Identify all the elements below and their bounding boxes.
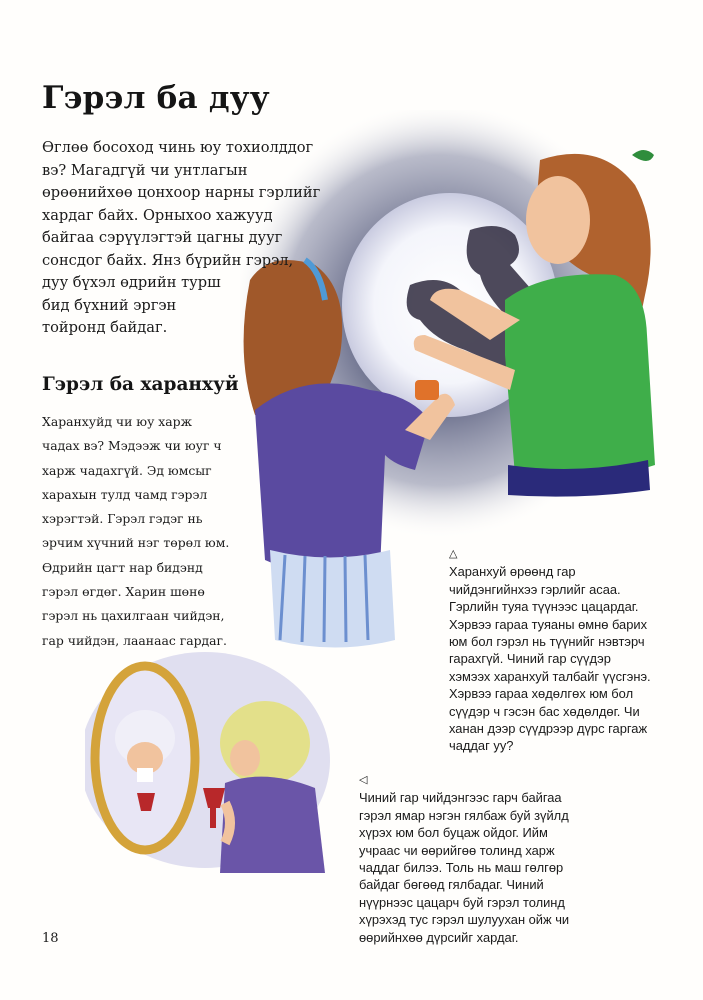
- triangle-up-icon: △: [449, 548, 458, 560]
- section-line: эрчим хүчний нэг төрөл юм.: [42, 535, 230, 551]
- intro-line: вэ? Магадгүй чи унтлагын: [42, 161, 248, 179]
- intro-line: Өглөө босоход чинь юу тохиолддог: [42, 139, 314, 156]
- section-line: Өдрийн цагт нар бидэнд: [42, 559, 203, 575]
- mirror-illustration: [85, 648, 335, 873]
- section-line: хэрэгтэй. Гэрэл гэдэг нь: [42, 511, 203, 527]
- girl-green-shirt: [505, 274, 655, 478]
- triangle-left-icon: ◁: [359, 774, 368, 786]
- caption-line: хэмээх харанхуй талбайг үүсгэнэ.: [449, 668, 651, 684]
- caption-line: гарахгүй. Чиний гар сүүдэр: [449, 651, 611, 667]
- caption-line: ханан дээр сүүдрээр дүрс гаргаж: [449, 721, 648, 737]
- girl-green-hairtie: [632, 150, 654, 161]
- caption-line: чаддаг уу?: [449, 738, 514, 754]
- intro-line: бид бүхний эргэн: [42, 296, 177, 314]
- caption-line: учраас чи өөрийгөө толинд харж: [359, 842, 555, 858]
- intro-line: өрөөнийхөө цонхоор нарны гэрлийг: [42, 184, 321, 201]
- section-line: Харанхуйд чи юу харж: [42, 414, 193, 429]
- caption-line: юм бол гэрэл нь түүнийг нэвтэрч: [449, 634, 645, 650]
- caption-line: нүүрнээс цацарч буй гэрэл толинд: [359, 894, 565, 910]
- caption-line: чийдэнгийнхээ гэрлийг асаа.: [449, 581, 621, 597]
- caption-line: өөрийнхөө дүрсийг хардаг.: [359, 929, 519, 945]
- caption-line: Хэрвээ гараа туяаны өмнө барих: [449, 616, 648, 632]
- caption-line: Чиний гар чийдэнгээс гарч байгаа: [359, 790, 562, 806]
- caption-line: хүрэхэд тус гэрэл шулуухан ойж чи: [359, 912, 570, 928]
- caption-flashlight: [449, 546, 689, 755]
- caption-line: сүүдэр ч гэсэн бас хөдөлдөг. Чи: [449, 703, 640, 719]
- section-line: чадах вэ? Мэдээж чи юуг ч: [42, 438, 222, 454]
- section-paragraph: [42, 410, 282, 653]
- flashlight: [415, 380, 439, 400]
- intro-line: сонсдог байх. Янз бүрийн гэрэл,: [42, 251, 294, 269]
- page-title: Гэрэл ба дуу: [42, 80, 270, 116]
- intro-line: дуу бүхэл өдрийн турш: [42, 274, 221, 291]
- intro-line: байгаа сэрүүлэгтэй цагны дууг: [42, 229, 283, 246]
- section-line: харахын тулд чамд гэрэл: [42, 486, 208, 502]
- intro-paragraph: [42, 137, 342, 340]
- section-line: гэрэл нь цахилгаан чийдэн,: [42, 608, 225, 624]
- caption-mirror: [359, 772, 629, 946]
- girl-green-face: [526, 176, 590, 264]
- intro-line: хардаг байх. Орныхоо хажууд: [42, 206, 273, 224]
- page-number: 18: [42, 931, 59, 946]
- caption-line: Гэрлийн туяа түүнээс цацардаг.: [449, 599, 639, 615]
- girl-purple-shorts: [270, 550, 395, 648]
- caption-line: чаддаг билээ. Толь нь маш гөлгөр: [359, 860, 564, 876]
- caption-line: гэрэл ямар нэгэн гялбаж буй зүйлд: [359, 807, 569, 823]
- caption-line: байдаг бөгөөд гялбадаг. Чиний: [359, 877, 544, 893]
- section-line: гар чийдэн, лаанаас гардаг.: [42, 632, 227, 648]
- section-title: Гэрэл ба харанхуй: [42, 374, 239, 395]
- caption-line: Харанхуй өрөөнд гар: [449, 564, 576, 580]
- section-line: харж чадахгүй. Эд юмсыг: [42, 462, 212, 478]
- section-line: гэрэл өгдөг. Харин шөнө: [42, 584, 205, 600]
- child-hair: [220, 701, 310, 785]
- child-body: [220, 777, 325, 873]
- caption-line: хүрэх юм бол буцаж ойдог. Ийм: [359, 825, 548, 841]
- intro-line: тойронд байдаг.: [42, 319, 168, 336]
- caption-line: Хэрвээ гараа хөдөлгөх юм бол: [449, 686, 634, 702]
